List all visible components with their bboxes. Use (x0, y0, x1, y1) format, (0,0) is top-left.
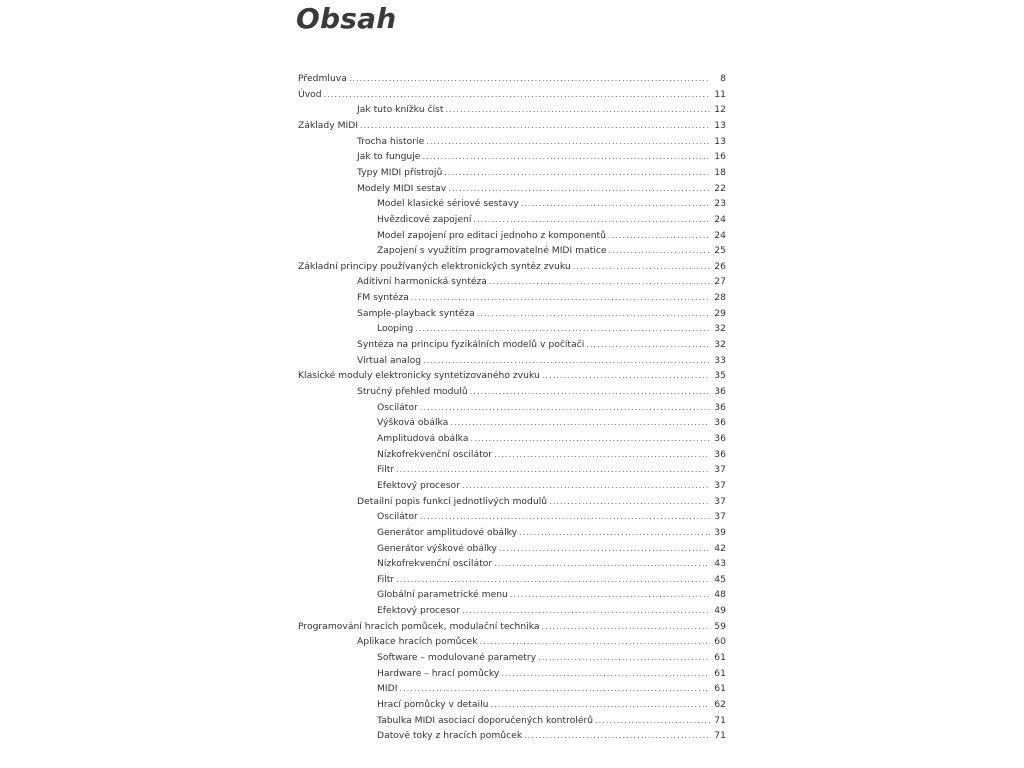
toc-entry (377, 401, 726, 415)
toc-leader-dots (473, 213, 710, 227)
toc-entry (357, 150, 726, 164)
toc-leader-dots (360, 119, 710, 133)
toc-entry (298, 260, 726, 274)
toc-entry-page: 24 (714, 230, 726, 241)
toc-leader-dots (415, 322, 710, 336)
toc-entry-label: Jak tuto knížku číst (357, 104, 444, 115)
toc-entry-page: 62 (714, 699, 726, 710)
toc-entry-page: 32 (714, 323, 726, 334)
toc-entry-page: 71 (714, 730, 726, 741)
toc-entry (357, 354, 726, 368)
toc-entry-label: Modely MIDI sestav (357, 183, 447, 194)
toc-leader-dots (470, 385, 710, 399)
toc-leader-dots (609, 244, 710, 258)
toc-leader-dots (426, 135, 710, 149)
toc-entry-page: 39 (714, 527, 726, 538)
toc-leader-dots (573, 260, 710, 274)
toc-entry-page: 61 (714, 668, 726, 679)
toc-entry (357, 166, 726, 180)
toc-entry-page: 32 (714, 339, 726, 350)
toc-entry (377, 557, 726, 571)
toc-entry-page: 23 (714, 198, 726, 209)
toc-entry (357, 182, 726, 196)
toc-leader-dots (450, 416, 710, 430)
toc-entry-page: 36 (714, 402, 726, 413)
toc-entry-label: Generátor amplitudové obálky (377, 527, 518, 538)
toc-entry-label: Hrací pomůcky v detailu (377, 699, 489, 710)
toc-entry (298, 88, 726, 102)
toc-leader-dots (499, 542, 710, 556)
toc-entry (377, 651, 726, 665)
toc-entry-label: Výšková obálka (377, 417, 449, 428)
toc-entry (377, 714, 726, 728)
toc-entry (377, 729, 726, 743)
toc-entry-page: 28 (714, 292, 726, 303)
toc-entry (377, 197, 726, 211)
toc-entry-label: Oscilátor (377, 402, 418, 413)
toc-entry-page: 61 (714, 652, 726, 663)
toc-entry-label: Aditivní harmonická syntéza (357, 276, 487, 287)
toc-entry-label: Amplitudová obálka (377, 433, 469, 444)
toc-entry-page: 36 (714, 417, 726, 428)
toc-entry-page: 27 (714, 276, 726, 287)
toc-entry-page: 42 (714, 543, 726, 554)
toc-leader-dots (324, 88, 710, 102)
toc-leader-dots (538, 651, 710, 665)
toc-leader-dots (586, 338, 710, 352)
toc-leader-dots (422, 150, 710, 164)
toc-entry-label: Tabulka MIDI asociací doporučených kontrolérů (377, 715, 594, 726)
toc-entry-label: Nízkofrekvenční oscilátor (377, 449, 493, 460)
toc-entry-page: 11 (714, 89, 726, 100)
page-title: Obsah (296, 2, 397, 35)
toc-entry-page: 37 (714, 511, 726, 522)
toc-leader-dots (423, 354, 710, 368)
toc-leader-dots (420, 510, 710, 524)
toc-leader-dots (399, 682, 710, 696)
toc-leader-dots (411, 291, 710, 305)
toc-entry-page: 8 (720, 73, 726, 84)
toc-entry-label: Oscilátor (377, 511, 418, 522)
toc-leader-dots (595, 714, 710, 728)
toc-entry (377, 542, 726, 556)
toc-entry-label: Datové toky z hracích pomůcek (377, 730, 523, 741)
toc-entry (377, 479, 726, 493)
toc-leader-dots (542, 369, 710, 383)
toc-entry-label: Syntéza na principu fyzikálních modelů v počítači (357, 339, 585, 350)
toc-entry (298, 369, 726, 383)
toc-entry (377, 588, 726, 602)
toc-entry-label: Základy MIDI (298, 120, 359, 131)
toc-entry-label: Filtr (377, 464, 395, 475)
toc-leader-dots (349, 72, 710, 86)
toc-entry (357, 635, 726, 649)
toc-entry-label: Virtual analog (357, 355, 422, 366)
toc-entry (298, 620, 726, 634)
toc-leader-dots (462, 479, 710, 493)
toc-entry (357, 291, 726, 305)
toc-leader-dots (396, 463, 710, 477)
toc-entry-label: Základní principy používaných elektronických syntéz zvuku (298, 261, 571, 272)
toc-entry (377, 682, 726, 696)
toc-leader-dots (524, 729, 710, 743)
toc-entry-page: 48 (714, 589, 726, 600)
toc-entry (377, 604, 726, 618)
toc-entry-label: Filtr (377, 574, 395, 585)
toc-entry (377, 416, 726, 430)
toc-entry-page: 45 (714, 574, 726, 585)
toc-entry (357, 103, 726, 117)
toc-entry (357, 338, 726, 352)
toc-entry-label: Typy MIDI přístrojů (357, 167, 443, 178)
toc-entry-label: Klasické moduly elektronicky syntetizovaného zvuku (298, 370, 540, 381)
toc-entry (357, 385, 726, 399)
toc-entry-page: 37 (714, 496, 726, 507)
toc-entry-label: Sample-playback syntéza (357, 308, 475, 319)
toc-entry-label: MIDI (377, 683, 398, 694)
toc-entry-label: Model zapojení pro editaci jednoho z komponentů (377, 230, 606, 241)
toc-entry-page: 61 (714, 683, 726, 694)
toc-leader-dots (608, 229, 710, 243)
toc-leader-dots (549, 495, 710, 509)
toc-entry-label: Trocha historie (357, 136, 425, 147)
toc-entry-label: Generátor výškové obálky (377, 543, 497, 554)
toc-leader-dots (448, 182, 710, 196)
toc-entry-page: 13 (714, 136, 726, 147)
toc-leader-dots (501, 667, 710, 681)
toc-entry (377, 322, 726, 336)
toc-leader-dots (444, 166, 710, 180)
toc-entry-label: Detailní popis funkcí jednotlivých modulů (357, 496, 548, 507)
toc-entry-page: 37 (714, 480, 726, 491)
toc-entry-label: Model klasické sériové sestavy (377, 198, 519, 209)
toc-entry (377, 510, 726, 524)
toc-entry (357, 495, 726, 509)
toc-entry-page: 25 (714, 245, 726, 256)
toc-entry (377, 213, 726, 227)
toc-entry (377, 526, 726, 540)
toc-entry (357, 135, 726, 149)
toc-entry-page: 71 (714, 715, 726, 726)
toc-entry-page: 59 (714, 621, 726, 632)
toc-entry-page: 43 (714, 558, 726, 569)
toc-entry-page: 35 (714, 370, 726, 381)
toc-entry-label: Programování hracích pomůcek, modulační technika (298, 621, 540, 632)
toc-entry-page: 18 (714, 167, 726, 178)
toc-entry (377, 244, 726, 258)
toc-entry-label: Stručný přehled modulů (357, 386, 468, 397)
toc-entry-page: 26 (714, 261, 726, 272)
toc-entry (377, 667, 726, 681)
toc-leader-dots (470, 432, 710, 446)
toc-entry-label: Software – modulované parametry (377, 652, 537, 663)
toc-leader-dots (489, 275, 710, 289)
toc-entry-label: Nízkofrekvenční oscilátor (377, 558, 493, 569)
toc-entry-page: 29 (714, 308, 726, 319)
toc-leader-dots (462, 604, 710, 618)
toc-entry (377, 573, 726, 587)
toc-entry-page: 37 (714, 464, 726, 475)
toc-entry (357, 307, 726, 321)
toc-entry-page: 24 (714, 214, 726, 225)
toc-leader-dots (542, 620, 710, 634)
toc-leader-dots (519, 526, 710, 540)
toc-entry (298, 119, 726, 133)
toc-leader-dots (396, 573, 710, 587)
toc-entry-label: Looping (377, 323, 414, 334)
toc-entry (377, 698, 726, 712)
toc-entry-page: 33 (714, 355, 726, 366)
toc-entry (298, 72, 726, 86)
toc-leader-dots (420, 401, 710, 415)
toc-entry-label: Hvězdicové zapojení (377, 214, 472, 225)
toc-entry-page: 36 (714, 386, 726, 397)
toc-entry-page: 12 (714, 104, 726, 115)
toc-leader-dots (477, 307, 710, 321)
toc-entry-label: Globální parametrické menu (377, 589, 508, 600)
toc-entry-label: Zapojení s využitím programovatelné MIDI matice (377, 245, 607, 256)
toc-entry-label: Aplikace hracích pomůcek (357, 636, 478, 647)
toc-entry-page: 60 (714, 636, 726, 647)
toc-leader-dots (494, 448, 710, 462)
toc-entry (377, 463, 726, 477)
toc-entry-page: 36 (714, 433, 726, 444)
toc-entry-label: Předmluva (298, 73, 347, 84)
toc-entry-page: 22 (714, 183, 726, 194)
toc-entry (377, 448, 726, 462)
toc-entry (377, 432, 726, 446)
toc-entry-label: Úvod (298, 89, 322, 100)
toc-entry-label: Hardware – hrací pomůcky (377, 668, 500, 679)
toc-entry (377, 229, 726, 243)
toc-entry-page: 16 (714, 151, 726, 162)
toc-leader-dots (521, 197, 710, 211)
toc-leader-dots (494, 557, 710, 571)
toc-leader-dots (490, 698, 710, 712)
toc-entry-label: Jak to funguje (357, 151, 421, 162)
toc-entry-label: FM syntéza (357, 292, 409, 303)
toc-entry-page: 36 (714, 449, 726, 460)
toc-entry-label: Efektový procesor (377, 605, 460, 616)
toc-leader-dots (480, 635, 710, 649)
toc-leader-dots (445, 103, 710, 117)
toc-entry-label: Efektový procesor (377, 480, 460, 491)
toc-entry-page: 13 (714, 120, 726, 131)
toc-entry-page: 49 (714, 605, 726, 616)
toc-leader-dots (510, 588, 710, 602)
toc-entry (357, 275, 726, 289)
